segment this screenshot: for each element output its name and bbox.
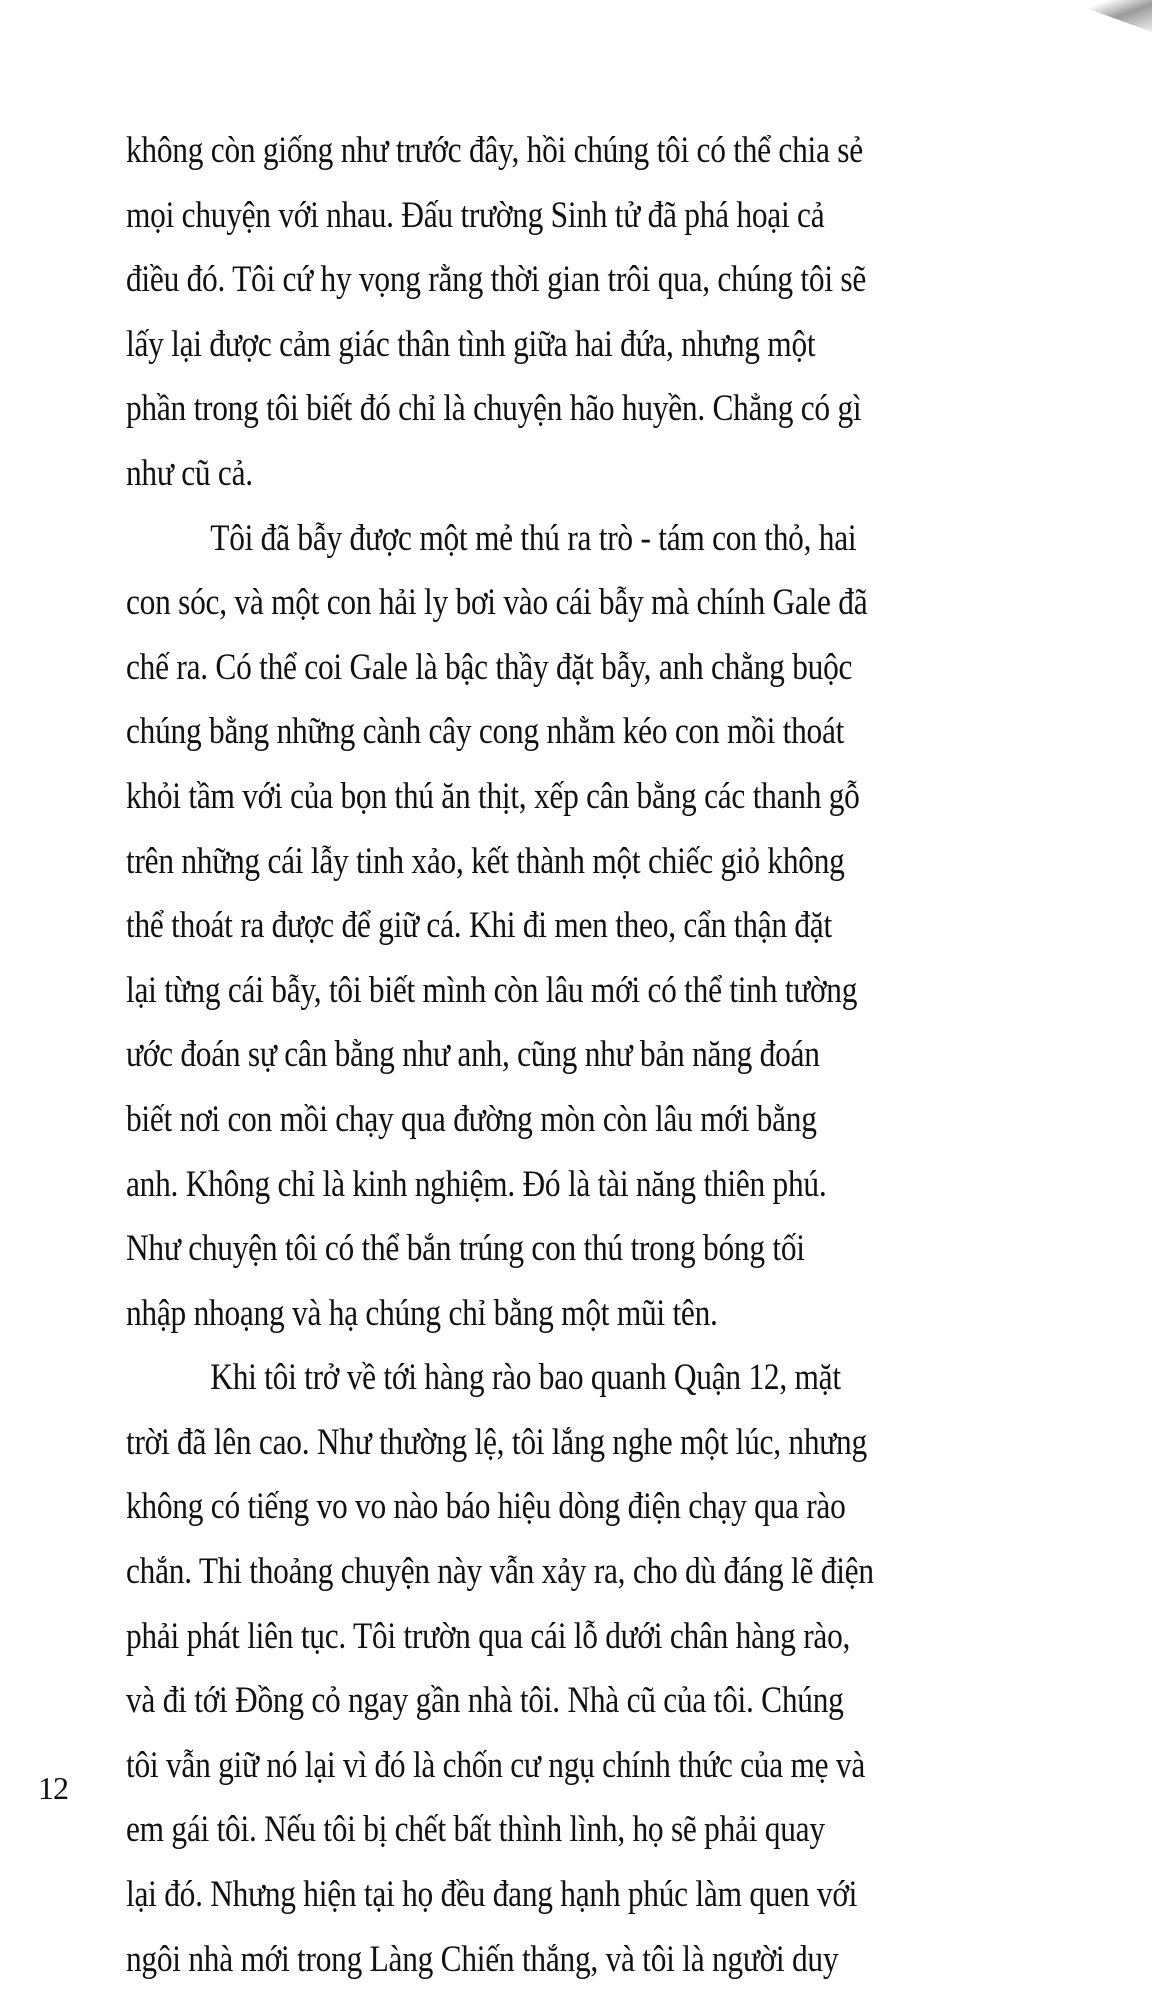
text-line: trên những cái lẫy tinh xảo, kết thành một chiếc giỏ không (126, 839, 845, 881)
text-line: ước đoán sự cân bằng như anh, cũng như bản năng đoán (126, 1033, 820, 1075)
text-line: lại đó. Nhưng hiện tại họ đều đang hạnh phúc làm quen với (126, 1873, 858, 1915)
text-line: không có tiếng vo vo nào báo hiệu dòng điện chạy qua rào (126, 1485, 846, 1527)
paragraph-2 (126, 506, 1072, 1346)
text-line: khỏi tầm với của bọn thú ăn thịt, xếp cân bằng các thanh gỗ (126, 774, 860, 816)
text-line: biết nơi con mồi chạy qua đường mòn còn lâu mới bằng (126, 1097, 817, 1139)
text-line: thể thoát ra được để giữ cá. Khi đi men theo, cẩn thận đặt (126, 904, 832, 946)
text-line: như cũ cả. (126, 451, 253, 493)
text-line: không còn giống như trước đây, hồi chúng tôi có thể chia sẻ (126, 129, 863, 170)
text-line: lại từng cái bẫy, tôi biết mình còn lâu mới có thể tinh tường (126, 968, 858, 1010)
text-line: Như chuyện tôi có thể bắn trúng con thú trong bóng tối (126, 1227, 805, 1269)
text-line: phần trong tôi biết đó chỉ là chuyện hão huyền. Chẳng có gì (126, 387, 862, 429)
text-line: trời đã lên cao. Như thường lệ, tôi lắng nghe một lúc, nhưng (126, 1420, 867, 1462)
text-line: ngôi nhà mới trong Làng Chiến thắng, và tôi là người duy (126, 1937, 839, 1979)
page-curl-shadow (1042, 0, 1152, 40)
text-line: chế ra. Có thể coi Gale là bậc thầy đặt bẫy, anh chằng buộc (126, 645, 853, 687)
text-line: anh. Không chỉ là kinh nghiệm. Đó là tài năng thiên phú. (126, 1162, 827, 1204)
text-line: Tôi đã bẫy được một mẻ thú ra trò - tám con thỏ, hai (210, 516, 857, 558)
paragraph-3 (126, 1345, 1072, 1991)
text-line: con sóc, và một con hải ly bơi vào cái bẫy mà chính Gale đã (126, 581, 868, 623)
text-line: và đi tới Đồng cỏ ngay gần nhà tôi. Nhà cũ của tôi. Chúng (126, 1679, 844, 1721)
text-line: nhập nhoạng và hạ chúng chỉ bằng một mũi tên. (126, 1291, 718, 1333)
text-line: chúng bằng những cành cây cong nhằm kéo con mồi thoát (126, 710, 845, 752)
text-line: lấy lại được cảm giác thân tình giữa hai đứa, nhưng một (126, 322, 816, 364)
text-line: mọi chuyện với nhau. Đấu trường Sinh tử đã phá hoại cả (126, 193, 825, 235)
text-line: điều đó. Tôi cứ hy vọng rằng thời gian trôi qua, chúng tôi sẽ (126, 258, 867, 300)
page-number: 12 (38, 1770, 68, 1806)
text-line: em gái tôi. Nếu tôi bị chết bất thình lình, họ sẽ phải quay (126, 1808, 825, 1850)
paragraph-1 (126, 118, 1072, 506)
text-line: phải phát liên tục. Tôi trườn qua cái lỗ dưới chân hàng rào, (126, 1614, 851, 1656)
text-line: chắn. Thi thoảng chuyện này vẫn xảy ra, cho dù đáng lẽ điện (126, 1550, 874, 1592)
book-page-body (126, 118, 1072, 1991)
text-line: tôi vẫn giữ nó lại vì đó là chốn cư ngụ chính thức của mẹ và (126, 1743, 866, 1785)
text-line: Khi tôi trở về tới hàng rào bao quanh Quận 12, mặt (210, 1356, 841, 1398)
